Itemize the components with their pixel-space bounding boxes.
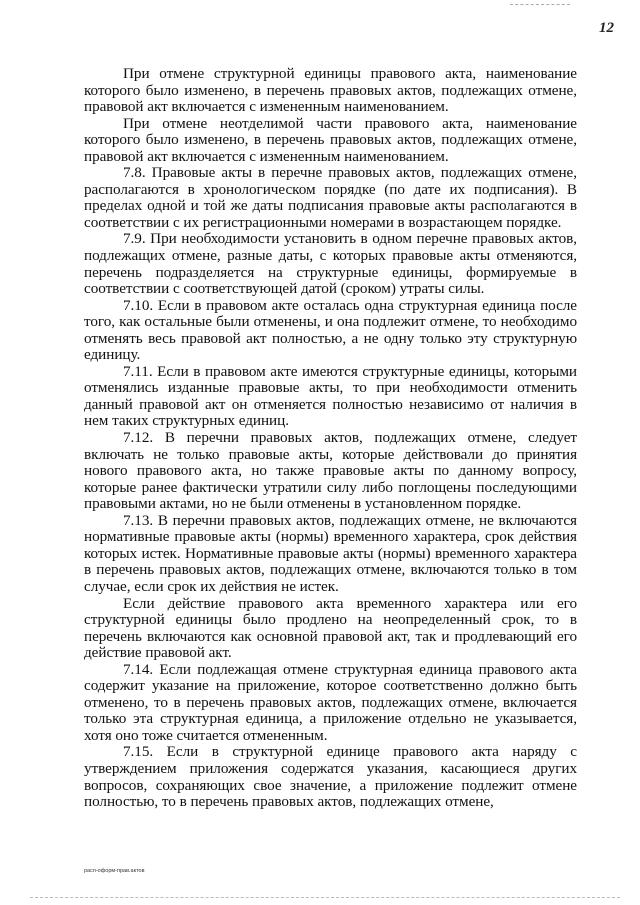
footer-filename: расп-оформ-прав.актов	[84, 868, 145, 874]
paragraph-7-15: 7.15. Если в структурной единице правового акта наряду с утверждением приложения содержатся указания, касающиеся других вопросов, сохраняющих свое значение, а приложение подлежит отмене полностью, то в перечень правовых актов, подлежащих отмене,	[84, 743, 577, 811]
page-number: 12	[599, 20, 614, 36]
paragraph: При отмене неотделимой части правового акта, наименование которого было изменено, в перечень правовых актов, подлежащих отмене, правовой акт включается с измененным наименованием.	[84, 114, 577, 165]
paragraph: Если действие правового акта временного характера или его структурной единицы было продлено на неопределенный срок, то в перечень включаются как основной правовой акт, так и продлевающий его действие правовой акт.	[84, 594, 577, 662]
paragraph-7-8: 7.8. Правовые акты в перечне правовых актов, подлежащих отмене, располагаются в хронологическом порядке (по дате их подписания). В пределах одной и той же даты подписания правовые акты располагаются в соответствии с их регистрационными номерами в возрастающем порядке.	[84, 164, 577, 231]
paragraph-7-13: 7.13. В перечни правовых актов, подлежащих отмене, не включаются нормативные правовые акты (нормы) временного характера, срок действия которых истек. Нормативные правовые акты (нормы) временного характера в перечень правовых актов, подлежащих отмене, включаются только в том случае, если срок их действия не истек.	[84, 511, 577, 595]
document-body	[84, 66, 577, 811]
paragraph-7-9: 7.9. При необходимости установить в одном перечне правовых актов, подлежащих отмене, разные даты, с которых правовые акты отменяются, перечень подразделяется на структурные единицы, формируемые в соответствии с соответствующей датой (сроком) утраты силы.	[84, 230, 577, 298]
paragraph-7-14: 7.14. Если подлежащая отмене структурная единица правового акта содержит указание на приложение, которое соответственно должно быть отменено, то в перечень правовых актов, подлежащих отмене, включается только эта структурная единица, а приложение отдельно не указывается, хотя оно тоже считается отмененным.	[84, 660, 577, 744]
paragraph-7-12: 7.12. В перечни правовых актов, подлежащих отмене, следует включать не только правовые акты, которые действовали до принятия нового правового акта, но также правовые акты по данному вопросу, которые ранее фактически утратили силу либо поглощены последующими правовыми актами, но не были отменены в установленном порядке.	[84, 429, 577, 513]
scan-top-mark	[510, 4, 570, 6]
scan-bottom-rule	[30, 897, 620, 898]
paragraph-7-11: 7.11. Если в правовом акте имеются структурные единицы, которыми отменялись изданные правовые акты, то при необходимости отменить данный правовой акт он отменяется полностью независимо от наличия в нем таких структурных единиц.	[84, 362, 577, 430]
paragraph-7-10: 7.10. Если в правовом акте осталась одна структурная единица после того, как остальные были отменены, и она подлежит отмене, то необходимо отменять весь правовой акт полностью, а не одну только эту структурную единицу.	[84, 296, 577, 364]
paragraph: При отмене структурной единицы правового акта, наименование которого было изменено, в перечень правовых актов, подлежащих отмене, правовой акт включается с измененным наименованием.	[84, 65, 577, 116]
